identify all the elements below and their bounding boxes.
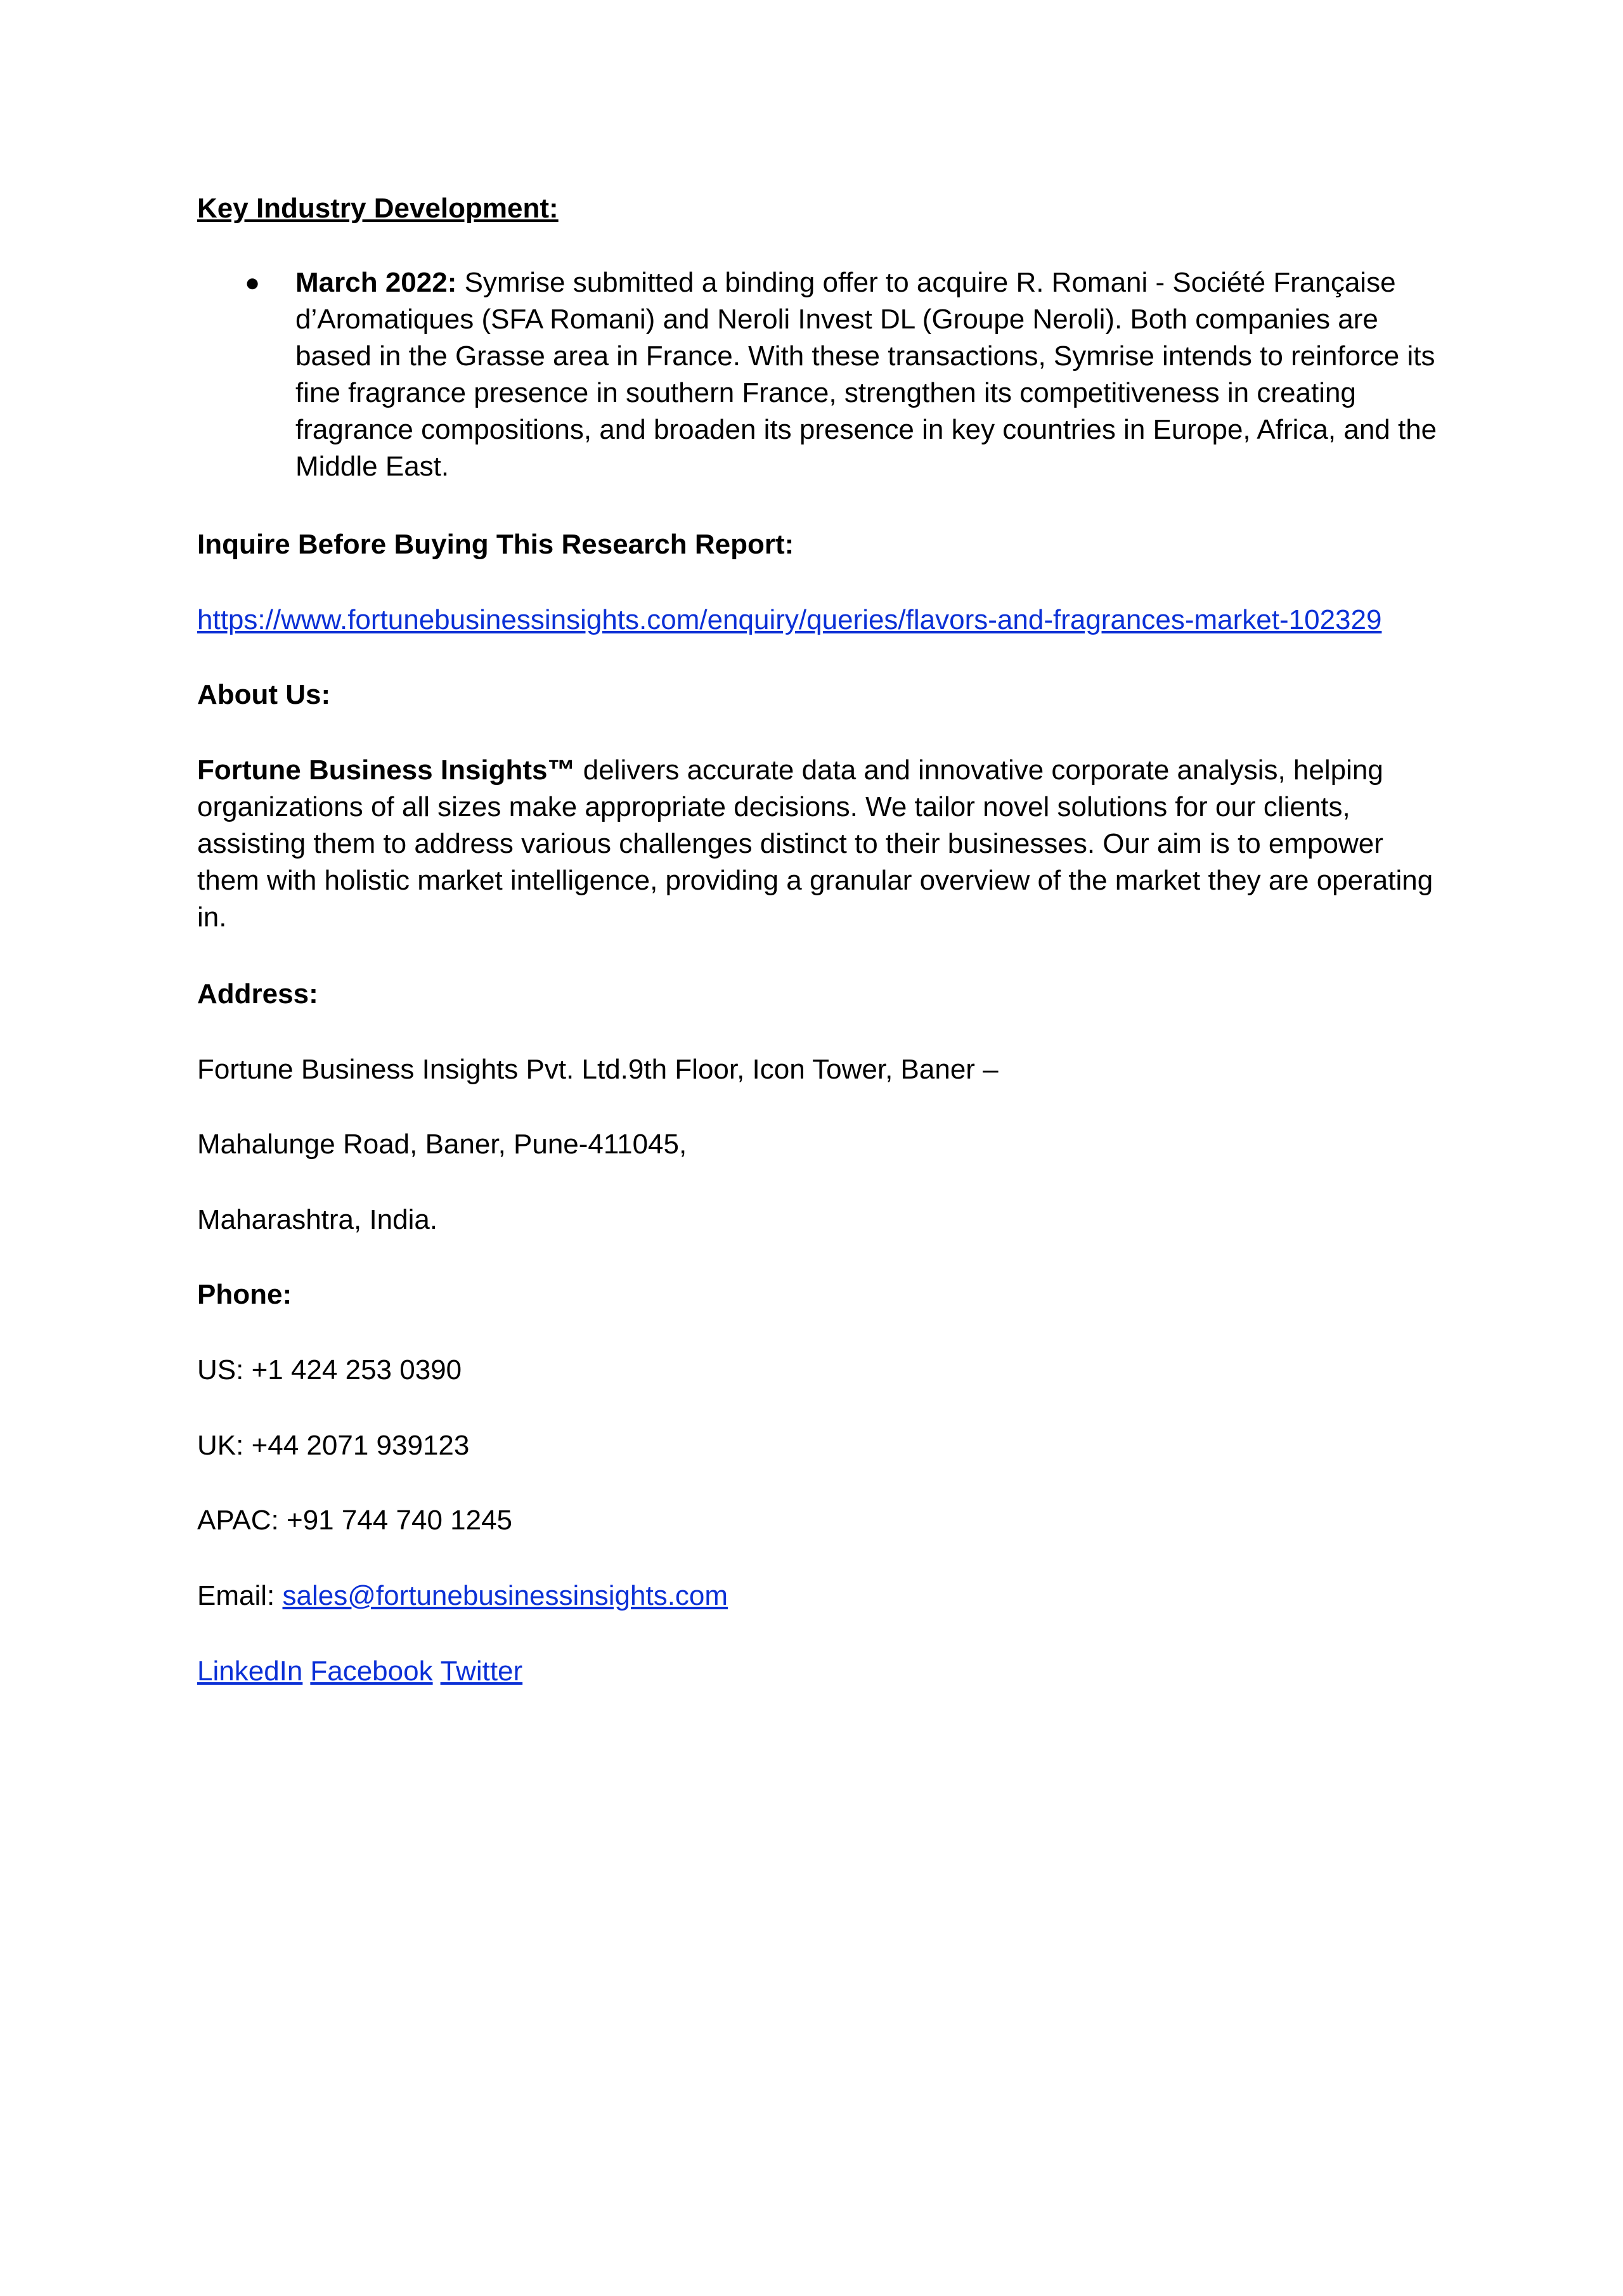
phone-heading: Phone: (197, 1279, 292, 1310)
twitter-link[interactable]: Twitter (440, 1656, 523, 1687)
about-paragraph (197, 752, 1440, 936)
address-line: Fortune Business Insights Pvt. Ltd.9th Floor, Icon Tower, Baner – (197, 1054, 999, 1085)
address-line: Maharashtra, India. (197, 1204, 438, 1235)
about-text: delivers accurate data and innovative corporate analysis, helping organizations of all sizes make appropriate decisions. We tailor novel solutions for our clients, assisting them to address various challenges distinct to their businesses. Our aim is to empower them with holistic market intelligence, providing a granular overview of the market they are operating in. (197, 755, 1433, 933)
email-label: Email: (197, 1580, 283, 1611)
bullet-icon: ● (245, 269, 261, 297)
linkedin-link[interactable]: LinkedIn (197, 1656, 303, 1687)
list-item (197, 264, 1440, 485)
about-heading: About Us: (197, 679, 331, 710)
phone-line-uk: UK: +44 2071 939123 (197, 1430, 470, 1461)
email-row (197, 1578, 728, 1614)
phone-line-apac: APAC: +91 744 740 1245 (197, 1505, 513, 1536)
development-item-body: Symrise submitted a binding offer to acquire R. Romani - Société Française d’Aromatiques (SFA Romani) and Neroli Invest DL (Groupe Neroli). Both companies are based in the Grasse area in France. With these transactions, Symrise intends to reinforce its fine fragrance presence in southern France, strengthen its competitiveness in creating fragrance compositions, and broaden its presence in key countries in Europe, Africa, and the Middle East. (295, 267, 1437, 482)
key-development-heading: Key Industry Development: (197, 193, 559, 224)
address-line: Mahalunge Road, Baner, Pune-411045, (197, 1129, 687, 1160)
address-heading: Address: (197, 978, 318, 1009)
facebook-link[interactable]: Facebook (310, 1656, 433, 1687)
development-item-text (295, 264, 1440, 485)
inquire-link[interactable]: https://www.fortunebusinessinsights.com/enquiry/queries/flavors-and-fragrances-market-102329 (197, 604, 1382, 635)
phone-line-us: US: +1 424 253 0390 (197, 1354, 462, 1385)
email-link[interactable]: sales@fortunebusinessinsights.com (282, 1580, 728, 1611)
social-links (197, 1653, 522, 1690)
company-name: Fortune Business Insights™ (197, 755, 576, 786)
inquire-heading: Inquire Before Buying This Research Report: (197, 529, 794, 560)
inquire-link-row (197, 602, 1381, 639)
development-item-date: March 2022: (295, 267, 457, 298)
